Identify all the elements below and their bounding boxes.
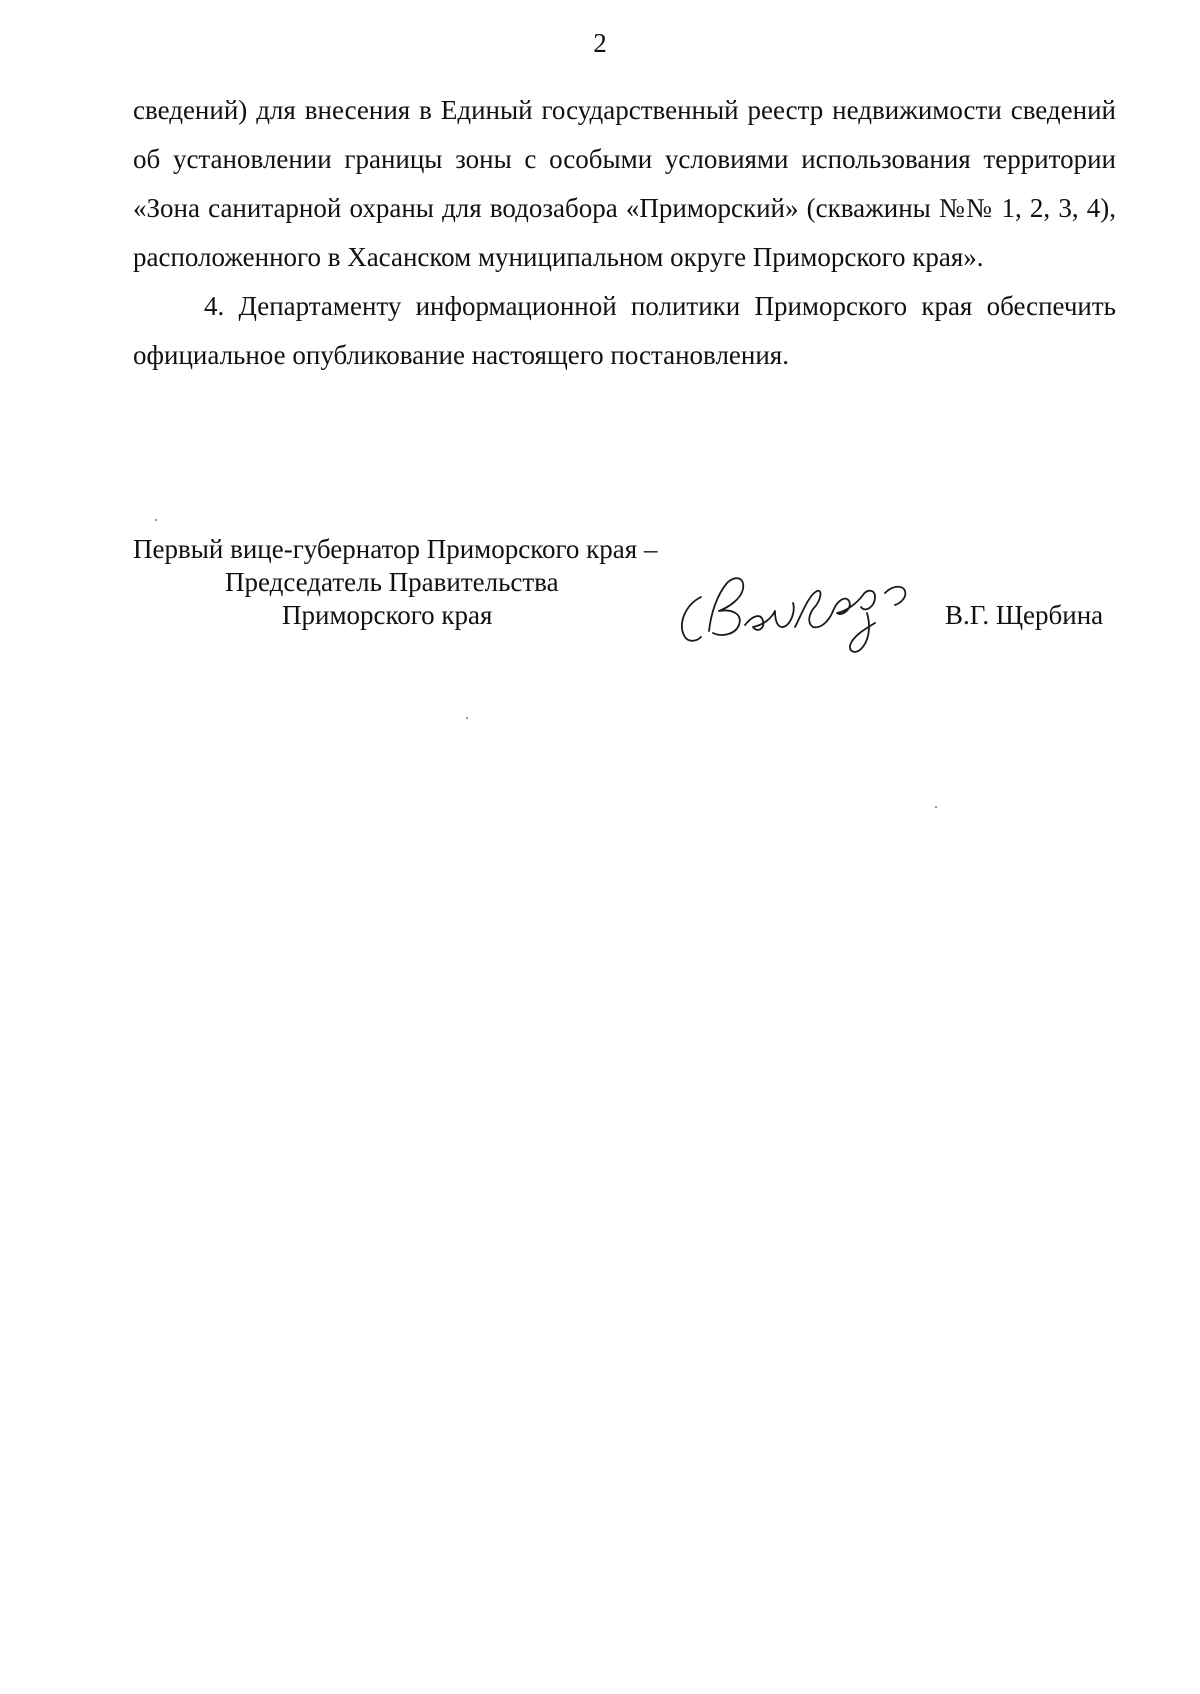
signer-title-line2: Председатель Правительства <box>225 567 559 597</box>
signer-title-line3: Приморского края <box>282 600 493 630</box>
handwritten-signature <box>671 551 941 659</box>
page-number: 2 <box>593 28 607 58</box>
signer-title-line1: Первый вице-губернатор Приморского края – <box>133 534 658 564</box>
scan-speck <box>466 717 468 719</box>
signer-name: В.Г. Щербина <box>945 600 1104 630</box>
scan-speck <box>935 806 937 808</box>
paragraph-item-4: 4. Департаменту информационной политики Приморского края обеспечить официальное опубликование настоящего постановления. <box>133 291 1116 370</box>
paragraph-continuation: сведений) для внесения в Единый государственный реестр недвижимости сведений об установлении границы зоны с особыми условиями использования территории «Зона санитарной охраны для водозабора «Приморский» (скважины №№ 1, 2, 3, 4), расположенного в Хасанском муниципальном округе Приморского края». <box>133 95 1116 272</box>
document-body <box>133 86 1116 380</box>
scan-speck <box>155 519 157 521</box>
